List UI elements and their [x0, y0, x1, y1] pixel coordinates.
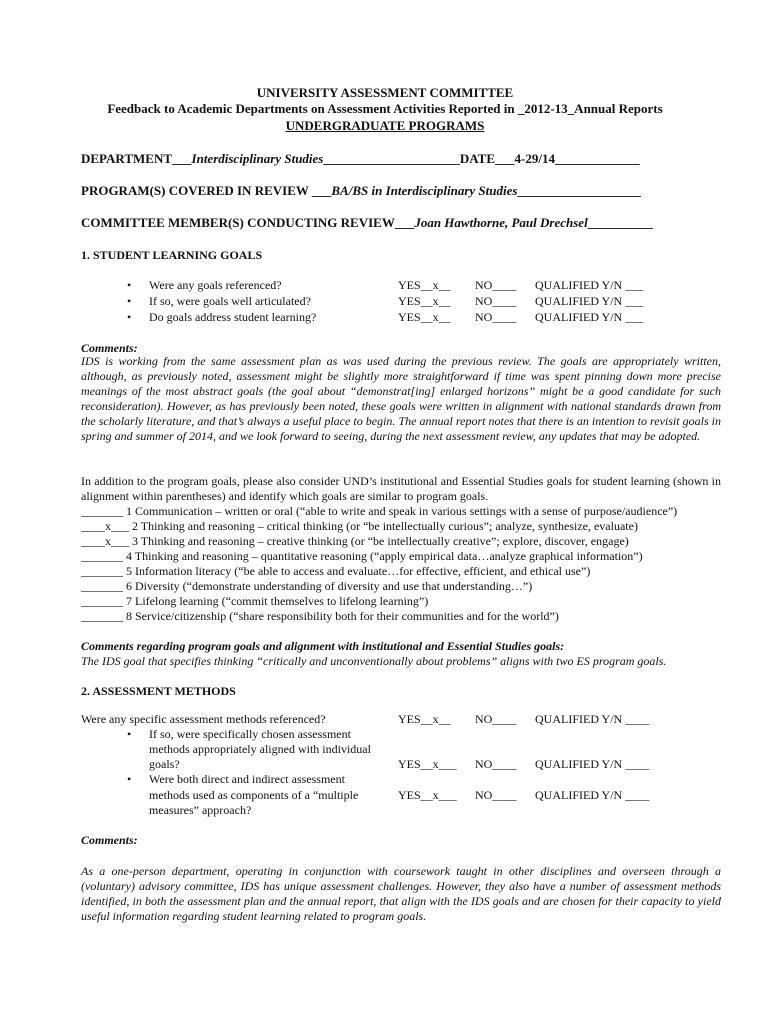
date-value: 4-29/14 — [514, 151, 555, 166]
yes-answer: YES__x__ — [398, 294, 451, 308]
yes-answer: YES__x__ — [398, 278, 451, 292]
bullet-icon: • — [127, 294, 132, 308]
bullet-icon: • — [127, 310, 132, 324]
document-title: UNIVERSITY ASSESSMENT COMMITTEE — [256, 85, 514, 100]
question-text-line: methods appropriately aligned with individual — [149, 742, 371, 756]
section1-comments-label: Comments: — [81, 341, 138, 355]
goal-item: _______ 4 Thinking and reasoning – quantitative reasoning (“apply empirical data…analyze graphical information”) — [81, 549, 643, 563]
goal-item: _______ 7 Lifelong learning (“commit themselves to lifelong learning”) — [81, 594, 429, 608]
section2-comments-label: Comments: — [81, 833, 138, 847]
no-answer: NO____ — [475, 788, 517, 802]
department-value: Interdisciplinary Studies — [191, 151, 324, 166]
department-field — [81, 151, 639, 166]
qualified-answer: QUALIFIED Y/N ____ — [535, 757, 650, 771]
question-text-line: Were both direct and indirect assessment — [149, 772, 345, 786]
alignment-comments-label: Comments regarding program goals and alignment with institutional and Essential Studies goals: — [81, 639, 565, 653]
no-answer: NO____ — [475, 757, 517, 771]
question-text: If so, were goals well articulated? — [149, 294, 311, 308]
question-text-line: measures” approach? — [149, 803, 252, 817]
document-subtitle: Feedback to Academic Departments on Assessment Activities Reported in _2012-13_Annual Reports — [107, 101, 663, 116]
section1-comments-text: IDS is working from the same assessment plan as was used during the previous review. The goals are appropriately written, although, as previously noted, assessment might be slightly more straightforward if time was spent pinning down more precise meanings of the most abstract goals (the goal about “demonstrat[ing] enlarged horizons” might be a good candidate for such reconsideration). However, as has previously been noted, these goals were written in alignment with national standards drawn from the scholarly literature, and that’s always a useful place to begin. The annual report notes that there is an intention to revisit goals in spring and summer of 2014, and we look forward to seeing, during the next assessment review, any updates that may be adopted. — [81, 354, 721, 443]
qualified-answer: QUALIFIED Y/N ___ — [535, 310, 644, 324]
programs-value: BA/BS in Interdisciplinary Studies — [331, 183, 518, 198]
no-answer: NO____ — [475, 278, 517, 292]
program-type-heading: UNDERGRADUATE PROGRAMS — [285, 118, 485, 133]
goal-item: _______ 6 Diversity (“demonstrate understanding of diversity and use that understanding…”) — [81, 579, 533, 593]
goal-item: _______ 8 Service/citizenship (“share responsibility both for their communities and for the world”) — [81, 609, 559, 623]
goal-item: ____x___ 2 Thinking and reasoning – critical thinking (or “be intellectually curious”; analyze, synthesize, evaluate) — [81, 519, 638, 533]
date-label: DATE___ — [459, 151, 515, 166]
no-answer: NO____ — [475, 310, 517, 324]
section2-heading: 2. ASSESSMENT METHODS — [81, 684, 236, 698]
members-label: COMMITTEE MEMBER(S) CONDUCTING REVIEW___ — [81, 215, 415, 230]
department-label: DEPARTMENT___ — [81, 151, 192, 166]
yes-answer: YES__x___ — [398, 757, 457, 771]
bullet-icon: • — [127, 727, 132, 741]
bullet-icon: • — [127, 278, 132, 292]
qualified-answer: QUALIFIED Y/N ____ — [535, 712, 650, 726]
section1-heading: 1. STUDENT LEARNING GOALS — [81, 248, 263, 262]
goal-item: _______ 1 Communication – written or oral (“able to write and speak in various settings with a sense of purpose/audience”) — [81, 504, 678, 518]
programs-field — [81, 183, 641, 198]
programs-fill: ___________________ — [517, 183, 641, 198]
members-fill: __________ — [587, 215, 653, 230]
question-text: Were any goals referenced? — [149, 278, 282, 292]
question-text: Were any specific assessment methods referenced? — [81, 712, 326, 726]
yes-answer: YES__x___ — [398, 788, 457, 802]
goal-item: _______ 5 Information literacy (“be able to access and evaluate…for effective, efficient, and ethical use”) — [81, 564, 591, 578]
members-field — [81, 215, 653, 230]
date-fill: _____________ — [554, 151, 640, 166]
members-value: Joan Hawthorne, Paul Drechsel — [414, 215, 588, 230]
yes-answer: YES__x__ — [398, 310, 451, 324]
question-text-line: If so, were specifically chosen assessment — [149, 727, 351, 741]
question-text: Do goals address student learning? — [149, 310, 317, 324]
qualified-answer: QUALIFIED Y/N ___ — [535, 278, 644, 292]
essential-studies-intro: In addition to the program goals, please also consider UND’s institutional and Essential Studies goals for student learning (shown in alignment within parentheses) and identify which goals are similar to program goals. — [81, 474, 721, 503]
section2-comments-text: As a one-person department, operating in conjunction with coursework taught in other disciplines and overseen through a (voluntary) advisory committee, IDS has unique assessment challenges. However, they also have a number of assessment methods identified, in both the assessment plan and the annual report, that align with the IDS goals and are chosen for their capacity to yield useful information regarding student learning related to program goals. — [81, 864, 721, 923]
no-answer: NO____ — [475, 712, 517, 726]
no-answer: NO____ — [475, 294, 517, 308]
goal-item: ____x___ 3 Thinking and reasoning – creative thinking (or “be intellectually creative”; explore, discover, engage) — [81, 534, 629, 548]
bullet-icon: • — [127, 772, 132, 786]
yes-answer: YES__x__ — [398, 712, 451, 726]
question-text-line: goals? — [149, 757, 180, 771]
question-text-line: methods used as components of a “multiple — [149, 788, 359, 802]
qualified-answer: QUALIFIED Y/N ___ — [535, 294, 644, 308]
alignment-comments-text: The IDS goal that specifies thinking “critically and unconventionally about problems” aligns with two ES program goals. — [81, 654, 667, 668]
qualified-answer: QUALIFIED Y/N ____ — [535, 788, 650, 802]
programs-label: PROGRAM(S) COVERED IN REVIEW ___ — [81, 183, 332, 198]
department-fill: _____________________ — [323, 151, 460, 166]
